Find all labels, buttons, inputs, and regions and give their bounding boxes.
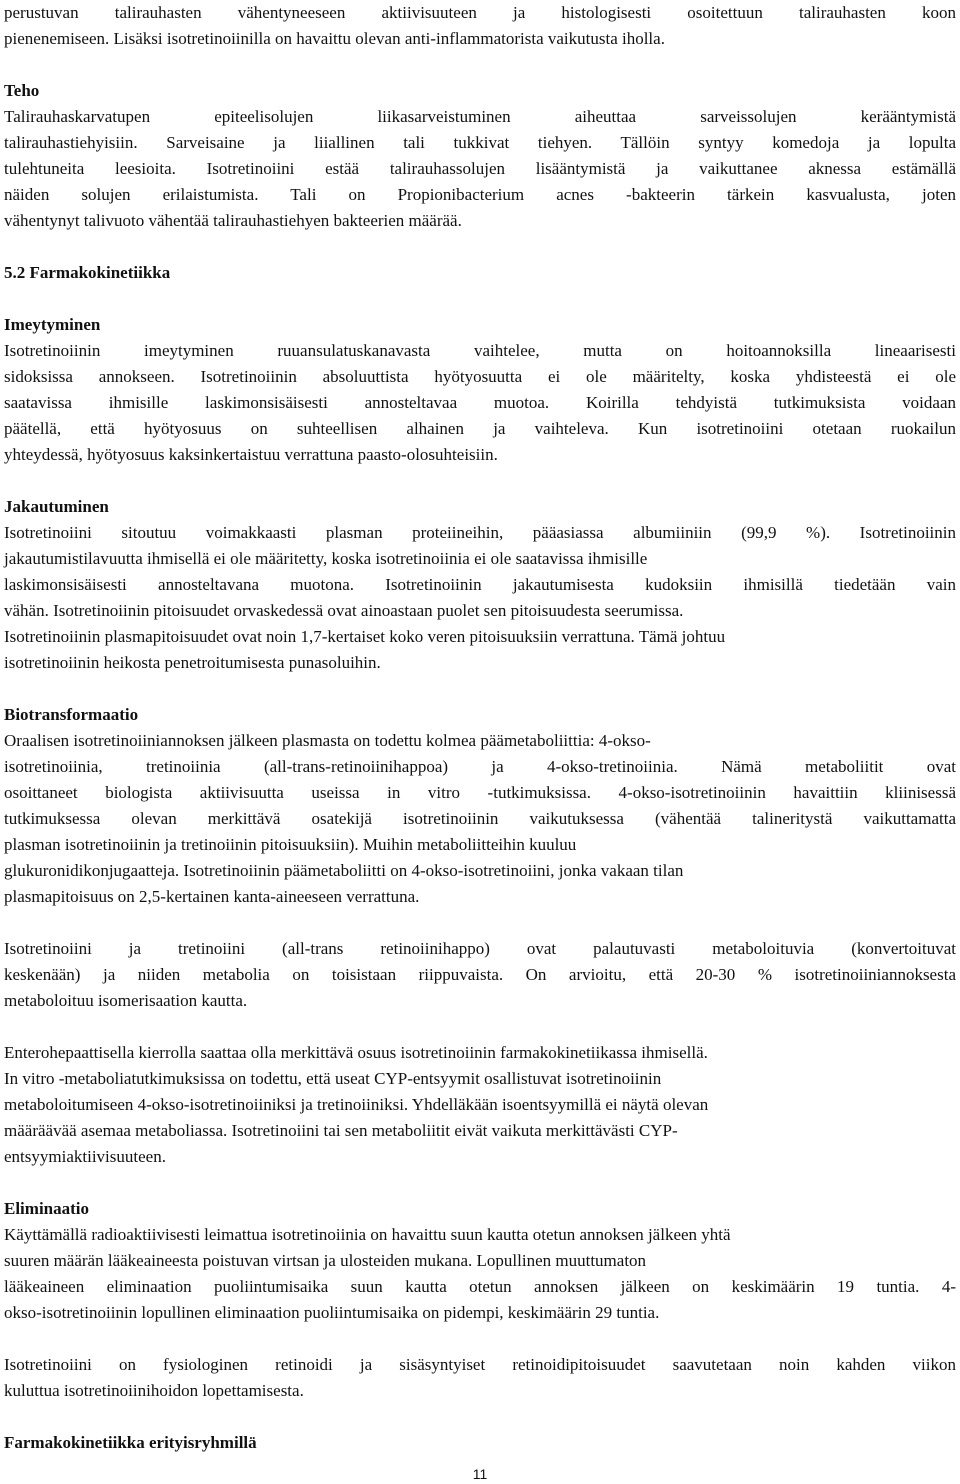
text-line: tulehtuneita leesioita. Isotretinoiini estää talirauhassolujen lisääntymistä ja vaikuttanee aknessa estämällä bbox=[4, 159, 956, 178]
text-line: isotretinoiinin heikosta penetroitumisesta punasoluihin. bbox=[4, 653, 381, 672]
intro-paragraph bbox=[4, 0, 956, 52]
text-line: plasman isotretinoiinin ja tretinoiinin pitoisuuksiin). Muihin metaboliitteihin kuuluu bbox=[4, 835, 577, 854]
text-line: Enterohepaattisella kierrolla saattaa olla merkittävä osuus isotretinoiinin farmakokinetiikassa ihmisellä. bbox=[4, 1043, 708, 1062]
text-line: entsyymiaktiivisuuteen. bbox=[4, 1147, 166, 1166]
text-line: määräävää asemaa metaboliassa. Isotretinoiini tai sen metaboliitit eivät vaikuta merkittävästi CYP- bbox=[4, 1121, 678, 1140]
erityisryhmat-heading: Farmakokinetiikka erityisryhmillä bbox=[4, 1433, 257, 1452]
text-line: jakautumistilavuutta ihmisellä ei ole määritetty, koska isotretinoiinia ei ole saatavissa ihmisille bbox=[4, 549, 648, 568]
text-line: talirauhastiehyisiin. Sarveisaine ja liiallinen tali tukkivat tiehyen. Tällöin syntyy komedoja ja lopulta bbox=[4, 133, 956, 152]
biotransformaatio-heading: Biotransformaatio bbox=[4, 705, 139, 724]
text-line: perustuvan talirauhasten vähentyneeseen aktiivisuuteen ja histologisesti osoitettuun talirauhasten koon bbox=[4, 3, 956, 22]
text-line: Talirauhaskarvatupen epiteelisolujen liikasarveistuminen aiheuttaa sarveissolujen kerääntymistä bbox=[4, 107, 956, 126]
text-line: isotretinoiinia, tretinoiinia (all-trans-retinoiinihappoa) ja 4-okso-tretinoiinia. Nämä metaboliitit ovat bbox=[4, 757, 956, 776]
text-line: yhteydessä, hyötyosuus kaksinkertaistuu verrattuna paasto-olosuhteisiin. bbox=[4, 445, 498, 464]
document-page bbox=[4, 0, 956, 1456]
text-line: metaboloituu isomerisaation kautta. bbox=[4, 991, 248, 1010]
page-number: 11 bbox=[472, 1466, 488, 1482]
eliminaatio-heading: Eliminaatio bbox=[4, 1199, 90, 1218]
text-line: suuren määrän lääkeaineesta poistuvan virtsan ja ulosteiden mukana. Lopullinen muuttumaton bbox=[4, 1251, 647, 1270]
biotransformaatio-section bbox=[4, 702, 956, 1170]
eliminaatio-section bbox=[4, 1196, 956, 1404]
text-line: päätellä, että hyötyosuus on suhteellisen alhainen ja vaihteleva. Kun isotretinoiini otetaan ruokailun bbox=[4, 419, 956, 438]
text-line: saatavissa ihmisille laskimonsisäisesti annosteltavaa muotoa. Koirilla tehdyistä tutkimuksista voidaan bbox=[4, 393, 956, 412]
imeytyminen-heading: Imeytyminen bbox=[4, 315, 101, 334]
text-line: Isotretinoiini on fysiologinen retinoidi ja sisäsyntyiset retinoidipitoisuudet saavutetaan noin kahden viikon bbox=[4, 1355, 956, 1374]
text-line: tutkimuksessa olevan merkittävä osatekijä isotretinoiinin vaikutuksessa (vähentää talineritystä vaikuttamatta bbox=[4, 809, 956, 828]
text-line: keskenään) ja niiden metabolia on toisistaan riippuvaista. On arvioitu, että 20-30 % isotretinoiiniannoksesta bbox=[4, 965, 956, 984]
text-line: näiden solujen erilaistumista. Tali on Propionibacterium acnes -bakteerin tärkein kasvualusta, joten bbox=[4, 185, 956, 204]
text-line: Isotretinoiini sitoutuu voimakkaasti plasman proteiineihin, pääasiassa albumiiniin (99,9 %). Isotretinoiinin bbox=[4, 523, 956, 542]
text-line: glukuronidikonjugaatteja. Isotretinoiinin päämetaboliitti on 4-okso-isotretinoiini, jonka vakaan tilan bbox=[4, 861, 684, 880]
text-line: vähentynyt talivuoto vähentää talirauhastiehyen bakteerien määrää. bbox=[4, 211, 462, 230]
text-line: okso-isotretinoiinin lopullinen eliminaation puoliintumisaika on pidempi, keskimäärin 29 tuntia. bbox=[4, 1303, 660, 1322]
text-line: Isotretinoiini ja tretinoiini (all-trans retinoiinihappo) ovat palautuvasti metaboloituvia (konvertoituvat bbox=[4, 939, 956, 958]
text-line: Isotretinoiinin plasmapitoisuudet ovat noin 1,7-kertaiset koko veren pitoisuuksiin verrattuna. Tämä johtuu bbox=[4, 627, 726, 646]
text-line: kuluttua isotretinoiinihoidon lopettamisesta. bbox=[4, 1381, 304, 1400]
jakautuminen-section bbox=[4, 494, 956, 676]
text-line: Käyttämällä radioaktiivisesti leimattua isotretinoiinia on havaittu suun kautta otetun annoksen jälkeen yhtä bbox=[4, 1225, 731, 1244]
teho-heading: Teho bbox=[4, 81, 40, 100]
text-line: metaboloitumiseen 4-okso-isotretinoiiniksi ja tretinoiiniksi. Yhdelläkään isoentsyymillä ei näytä olevan bbox=[4, 1095, 709, 1114]
jakautuminen-heading: Jakautuminen bbox=[4, 497, 109, 516]
text-line: osoittaneet biologista aktiivisuutta useissa in vitro -tutkimuksissa. 4-okso-isotretinoiinin havaittiin kliinisessä bbox=[4, 783, 956, 802]
text-line: Isotretinoiinin imeytyminen ruuansulatuskanavasta vaihtelee, mutta on hoitoannoksilla lineaarisesti bbox=[4, 341, 956, 360]
text-line: lääkeaineen eliminaation puoliintumisaika suun kautta otetun annoksen jälkeen on keskimäärin 19 tuntia. 4- bbox=[4, 1277, 956, 1296]
text-line: Oraalisen isotretinoiiniannoksen jälkeen plasmasta on todettu kolmea päämetaboliittia: 4-okso- bbox=[4, 731, 651, 750]
text-line: plasmapitoisuus on 2,5-kertainen kanta-aineeseen verrattuna. bbox=[4, 887, 420, 906]
teho-section bbox=[4, 78, 956, 234]
imeytyminen-section bbox=[4, 312, 956, 468]
text-line: vähän. Isotretinoiinin pitoisuudet orvaskedessä ovat ainoastaan puolet sen pitoisuudesta seerumissa. bbox=[4, 601, 684, 620]
text-line: sidoksissa annokseen. Isotretinoiinin absoluuttista hyötyosuutta ei ole määritelty, koska yhdisteestä ei ole bbox=[4, 367, 956, 386]
section-title: 5.2 Farmakokinetiikka bbox=[4, 263, 171, 282]
text-line: laskimonsisäisesti annosteltavana muotona. Isotretinoiinin jakautumisesta kudoksiin ihmisillä tiedetään vain bbox=[4, 575, 956, 594]
text-line: pienenemiseen. Lisäksi isotretinoiinilla on havaittu olevan anti-inflammatorista vaikutusta iholla. bbox=[4, 29, 665, 48]
text-line: In vitro -metaboliatutkimuksissa on todettu, että useat CYP-entsyymit osallistuvat isotretinoiinin bbox=[4, 1069, 662, 1088]
